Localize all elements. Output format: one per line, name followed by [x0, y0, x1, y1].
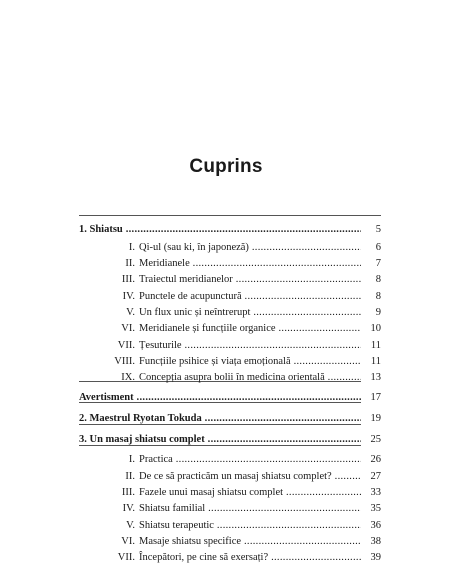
toc-entry[interactable]	[79, 518, 381, 533]
toc-entry-page: 9	[361, 305, 381, 320]
toc-entry-page: 8	[361, 289, 381, 304]
toc-entry-number: VI.	[121, 536, 135, 547]
toc-entry-number: V.	[126, 307, 135, 318]
toc-entry-page: 36	[361, 518, 381, 533]
toc-entry-title: Punctele de acupunctură .....	[139, 289, 361, 304]
toc-entry-title: Concepția asupra bolii în medicina orientală .....	[139, 370, 361, 385]
toc-entry-page: 39	[361, 550, 381, 565]
toc-entry[interactable]	[79, 338, 381, 353]
toc-entry-page: 7	[361, 256, 381, 271]
toc-entry-title: Fazele unui masaj shiatsu complet .....	[139, 485, 361, 500]
toc-entry-title: Shiatsu familial .....	[139, 501, 361, 516]
toc-entry-number: IV.	[122, 503, 135, 514]
toc-entry-page: 10	[361, 321, 381, 336]
toc-entry-title: Shiatsu terapeutic .....	[139, 518, 361, 533]
toc-entry[interactable]	[79, 390, 381, 405]
toc-entry-number: IX.	[121, 372, 135, 383]
toc-entry-title: Meridianele și funcțiile organice .....	[139, 321, 361, 336]
toc-entry[interactable]	[79, 240, 381, 255]
toc-entry[interactable]	[79, 272, 381, 287]
toc-entry-page: 38	[361, 534, 381, 549]
toc-entry[interactable]	[79, 222, 381, 237]
toc-entry-page: 17	[361, 390, 381, 405]
toc-entry-page: 35	[361, 501, 381, 516]
toc-entry[interactable]	[79, 321, 381, 336]
toc-entry[interactable]	[79, 501, 381, 516]
toc-entry-number: III.	[121, 274, 135, 285]
toc-entry-title: 2. Maestrul Ryotan Tokuda .....	[79, 411, 361, 426]
toc-entry-number: V.	[126, 520, 135, 531]
toc-entry-title: Funcțiile psihice și viața emoțională .....	[139, 354, 361, 369]
toc-entry-title: De ce să practicăm un masaj shiatsu complet? .....	[139, 469, 361, 484]
toc-entry-page: 6	[361, 240, 381, 255]
toc-entry-title: Meridianele .....	[139, 256, 361, 271]
toc-entry-title: Avertisment .....	[79, 390, 361, 405]
page-title: Cuprins	[189, 156, 263, 177]
toc-entry[interactable]	[79, 370, 381, 385]
toc-entry[interactable]	[79, 354, 381, 369]
toc-entry-title: Un flux unic și neîntrerupt .....	[139, 305, 361, 320]
toc-entry-number: VIII.	[114, 356, 135, 367]
toc-entry-number: I.	[128, 454, 135, 465]
toc-entry[interactable]	[79, 550, 381, 565]
toc-entry[interactable]	[79, 305, 381, 320]
toc-entry-number: VI.	[121, 323, 135, 334]
toc-entry-number: II.	[125, 471, 135, 482]
toc-entry-number: I.	[128, 242, 135, 253]
toc-entry-title: Începători, pe cine să exersați? .....	[139, 550, 361, 565]
toc-entry-title: 3. Un masaj shiatsu complet .....	[79, 432, 361, 447]
toc-entry[interactable]	[79, 289, 381, 304]
toc-entry-page: 19	[361, 411, 381, 426]
toc-entry-number: III.	[121, 487, 135, 498]
toc-entry[interactable]	[79, 411, 381, 426]
toc-entry-title: Masaje shiatsu specifice .....	[139, 534, 361, 549]
toc-entry-number: II.	[125, 258, 135, 269]
toc-entry-page: 8	[361, 272, 381, 287]
toc-entry-page: 27	[361, 469, 381, 484]
toc-entry-page: 11	[361, 354, 381, 369]
toc-entry-number: VII.	[117, 340, 135, 351]
divider	[79, 215, 381, 216]
toc-entry-title: Țesuturile .....	[139, 338, 361, 353]
toc-entry[interactable]	[79, 485, 381, 500]
toc-entry-number: IV.	[122, 291, 135, 302]
toc-entry-page: 33	[361, 485, 381, 500]
toc-entry-page: 11	[361, 338, 381, 353]
toc-entry[interactable]	[79, 534, 381, 549]
toc-entry-page: 13	[361, 370, 381, 385]
toc-entry-number: VII.	[117, 552, 135, 563]
toc-entry-page: 26	[361, 452, 381, 467]
toc-entry-title: Qi-ul (sau ki, în japoneză) .....	[139, 240, 361, 255]
toc-entry-page: 25	[361, 432, 381, 447]
toc-entry[interactable]	[79, 432, 381, 447]
toc-entry-title: Practica .....	[139, 452, 361, 467]
toc-entry-page: 5	[361, 222, 381, 237]
toc-entry[interactable]	[79, 452, 381, 467]
toc-entry[interactable]	[79, 469, 381, 484]
toc-entry[interactable]	[79, 256, 381, 271]
toc-entry-title: Traiectul meridianelor .....	[139, 272, 361, 287]
toc-entry-title: 1. Shiatsu .....	[79, 222, 361, 237]
